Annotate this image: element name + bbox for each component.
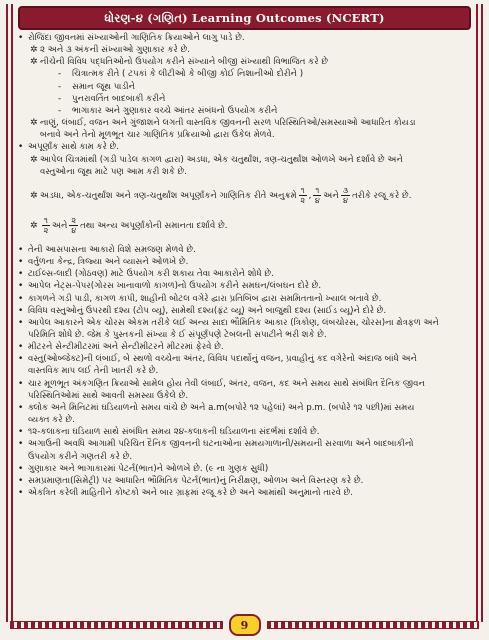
bullet-icon: • [18,342,24,353]
fraction-numerator: ૧ [44,216,48,226]
outcome-item [18,244,475,256]
fraction [313,186,321,205]
dash-bullet: - [58,93,62,104]
outcome-item [18,487,475,499]
outcome-text: ગુણાકાર અને ભાગાકારમાં પેટર્ન(ભાત)ને ઓળખે છે. (૯ ના ગુણક સુધી) [28,463,269,474]
footer [10,616,479,634]
bullet-icon: • [18,463,24,474]
sub-outcome-item [18,154,475,166]
sub-outcome-text: આપેલ ચિત્રમાંથી (ગડી પાડેલ કાગળ દ્વારા) અડધા, એક ચતુર્થાંશ, ત્રણ-ચતુર્થાંશ ઓળખે અને દર્શાવે છે અને [40,154,403,165]
fraction [341,186,350,205]
bullet-icon: • [18,427,24,438]
fraction-numerator: ૨ [71,216,77,226]
dash-bullet: - [58,69,62,80]
bullet-icon: • [18,142,24,153]
outcome-text: તેની આસપાસના આકારો વિશે સમજણ મેળવે છે. [28,244,196,255]
method-item [18,68,475,80]
fraction-numerator: ૧ [300,186,305,196]
sub-outcome-text: નીચેની વિવિધ પદ્ધતિઓનો ઉપયોગ કરીને સંખ્યાને બીજી સંખ્યાથી વિભાજિત કરે છે [40,57,329,68]
continuation-text: વસ્તુઓના જૂથ માટે પણ આમ કરી શકે છે. [40,166,187,177]
star-bullet-icon: ✲ [30,45,38,56]
bullet-icon: • [18,402,24,413]
page-title: ધોરણ-૪ (ગણિત) Learning Outcomes (NCERT) [104,10,385,25]
continuation-text: પરિસ્થિતિઓમાં સાથે આવતી સમસ્યા ઉકેલે છે. [28,390,189,401]
fraction-denominator: ૪ [314,196,320,206]
fraction-denominator: ૨ [43,226,49,236]
dash-bullet: - [58,81,62,92]
fraction-denominator: ૪ [71,226,77,236]
outcome-text: અગાઉની અવધિ આગામી પરિચિત દૈનિક જીવનની ઘટનાઓના સમયગાળાની/સમયની સરવાળા અને બાદબાકીનો [28,439,414,450]
outcome-text: અડધા, એક-ચતુર્થાંશ અને ત્રણ-ચતુર્થાંશ અપૂર્ણાંકને ગાણિતિક રીતે અનુક્રમે [40,190,297,201]
footer-border-right [267,621,480,629]
method-item [18,93,475,105]
method-text: ચિત્રાત્મક રીતે ( ટપકાં કે લીટીઓ કે બીજી કોઈ નિશાનીઓ દોરીને ) [72,69,304,80]
outcome-item [18,32,475,44]
continuation-text: વાસ્તવિક માપ લઈ તેની ખાતરી કરે છે. [28,366,159,377]
outcome-text: આપેલ આકારને એક ચોરસ એકમ તરીકે લઈ અન્ય સાદા ભૌમિતિક આકાર (ત્રિકોણ, લંબચોરસ, ચોરસ)ના ક્ષેત્રફળ અને [28,317,439,328]
comma-sep: , [308,190,312,201]
outcome-text: ક્લોક અને મિનિટમાં ઘડિયાળનો સમય વાંચે છે અને a.m(બપોરે ૧૨ પહેલાં) અને p.m. (બપોરે ૧૨ પછી)માં સમય [28,402,415,413]
outcome-tail: તથા અન્ય અપૂર્ણાંકોની સમાનતા દર્શાવે છે. [80,220,228,231]
outcome-item [18,280,475,292]
fraction-numerator: ૧ [315,186,320,196]
continuation-text: ઉપયોગ કરીને ગણતરી કરે છે. [28,451,133,462]
sub-outcome-item [18,44,475,56]
outcome-item [18,141,475,153]
sub-outcome-item [18,117,475,129]
outcome-text: કાગળને ગડી પાડી, કાગળ કાપી, શાહીની બોટલ વગેરે દ્વારા પ્રતિબિંબ દ્વારા સમમિતતાનો ખ્યાલ બતાવે છે. [28,293,382,304]
outcome-text: ૧૨-કલાકના ઘડિયાળ સાથે સંબંધિત સમય ૨૪-કલાકની ઘડિયાળના સંદર્ભમાં દર્શાવે છે. [28,427,320,438]
bullet-icon: • [18,354,24,365]
and-word: અને [323,190,339,201]
method-text: ભાગાકાર અને ગુણાકાર વચ્ચે આંતર સંબંધનો ઉપયોગ કરીને [72,105,278,116]
bullet-icon: • [18,33,24,43]
outcome-text: ટાઈલ્સ-લાદી (ગોઠવણ) માટે ઉપયોગ કરી શકાય તેવા આકારોને શોધે છે. [28,269,274,280]
outcome-item [18,378,475,390]
continuation-line [18,166,475,178]
outcome-item [18,402,475,414]
bullet-icon: • [18,293,24,304]
method-text: સમાન જૂથ પાડીને [72,81,135,92]
fraction-outcome [18,184,475,208]
outcome-item [18,463,475,475]
method-text: પુનરાવર્તિત બાદબાકી કરીને [72,93,166,104]
outcome-item [18,305,475,317]
footer-border-left [10,621,223,629]
fraction-denominator: ૪ [342,196,348,206]
bullet-icon: • [18,281,24,292]
bullet-icon: • [18,305,24,316]
continuation-text: પરિમિતિ શોધે છે. જેમ કે પુસ્તકની સંખ્યા કે ઈ સંપૂર્ણપણે ટેબલની સપાટીને ભરી શકે છે. [28,329,327,340]
bullet-icon: • [18,317,24,328]
left-border [6,4,13,622]
star-bullet-icon: ✲ [30,220,38,231]
continuation-line [18,414,475,426]
bullet-icon: • [18,488,24,498]
bullet-icon: • [18,269,24,280]
fraction [299,186,307,205]
outcome-text: અપૂર્ણાંક સાથે કામ કરે છે. [28,142,120,153]
sub-outcome-text: નાણું, લંબાઈ, વજન અને ગુંજાશને લગતી વાસ્તવિક જીવનની સરળ પરિસ્થિતિઓ/સમસ્યાઓ આધારિત કોયડા [40,118,416,129]
fraction [42,216,50,235]
method-item [18,81,475,93]
outcome-text: વર્તુળના કેન્દ્ર, ત્રિજ્યા અને વ્યાસને ઓળખે છે. [28,257,189,268]
page-number: 9 [229,614,261,636]
outcome-text: ચાર મૂળભૂત અંકગણિત ક્રિયાઓ સામેલ હોય તેવી લંબાઈ, અંતર, વજન, કદ અને સમય સાથે સંબંધિત દૈનિક જીવન [28,378,425,389]
fraction-denominator: ૨ [300,196,306,206]
bullet-icon: • [18,378,24,389]
outcome-item [18,256,475,268]
and-word: અને [51,220,68,231]
outcome-item [18,317,475,329]
continuation-line [18,451,475,463]
continuation-text: બનાવે અને તેનો મૂળભૂત ચાર ગાણિતિક પ્રક્રિયાઓ દ્વારા ઉકેલ મેળવે. [40,130,275,141]
star-bullet-icon: ✲ [30,118,38,129]
continuation-line [18,365,475,377]
outcome-tail: તરીકે રજૂ કરે છે. [352,190,412,201]
bullet-icon: • [18,475,24,486]
outcome-item [18,293,475,305]
fraction-numerator: ૩ [342,186,349,196]
outcome-item [18,353,475,365]
outcome-item [18,426,475,438]
method-item [18,105,475,117]
bullet-icon: • [18,244,24,255]
continuation-line [18,129,475,141]
page-header [18,6,471,30]
sub-outcome-text: ૨ અને ૩ અંકની સંખ્યાઓ ગુણાકાર કરે છે. [40,45,190,56]
outcome-text: રોજિંદા જીવનમાં સંખ્યાઓની ગાણિતિક ક્રિયાઓને લાગુ પાડે છે. [28,33,245,43]
outcome-item [18,475,475,487]
fraction-outcome [18,214,475,238]
bullet-icon: • [18,257,24,268]
star-bullet-icon: ✲ [30,190,38,201]
continuation-line [18,329,475,341]
outcome-text: વસ્તુ(ઓબ્જેક્ટ)ની લંબાઈ, બે સ્થળો વચ્ચેના અંતર, વિવિધ પદાર્થોનું વજન, પ્રવાહીનું કદ વગેરેનો અંદાજ બાંધે અને [28,354,417,365]
sub-outcome-item [18,56,475,68]
star-bullet-icon: ✲ [30,154,38,165]
outcome-text: મીટરને સેન્ટીમીટરમાં અને સેન્ટીમીટરને મીટરમાં ફેરવે છે. [28,342,224,353]
outcome-text: વિવિધ વસ્તુઓનું ઉપરથી દશ્ય (ટોપ વ્યૂ), સામેથી દશ્ય(ફ્રંટ વ્યૂ) અને બાજુથી દશ્ય (સાઈડ વ્યૂ)ને દોરે છે. [28,305,387,316]
dash-bullet: - [58,105,62,116]
outcome-item [18,341,475,353]
outcome-text: આપેલ નેટ્સ-પેપર(ગોરસ ખાનાવાળો કાગળ)નો ઉપયોગ કરીને સમઘન/લંબઘન દોરે છે. [28,281,322,292]
outcome-item [18,438,475,450]
continuation-text: વ્યક્ત કરે છે. [28,415,75,426]
outcomes-list [18,32,475,499]
outcome-text: એકત્રિત કરેલી માહિતીને કોષ્ટકો અને બાર ગ્રાફમાં રજૂ કરે છે અને આમાંથી અનુમાનો તારવે છે. [28,488,354,498]
right-border [476,4,483,622]
continuation-line [18,390,475,402]
fraction [69,216,78,235]
bullet-icon: • [18,439,24,450]
outcome-text: સમપ્રમાણતા(સિમેટ્રી) પર આધારિત ભૌમિતિક પેટર્ન(ભાત)નું નિરીક્ષણ, ઓળખ અને વિસ્તરણ કરે છે. [28,475,364,486]
outcome-item [18,268,475,280]
star-bullet-icon: ✲ [30,57,38,68]
